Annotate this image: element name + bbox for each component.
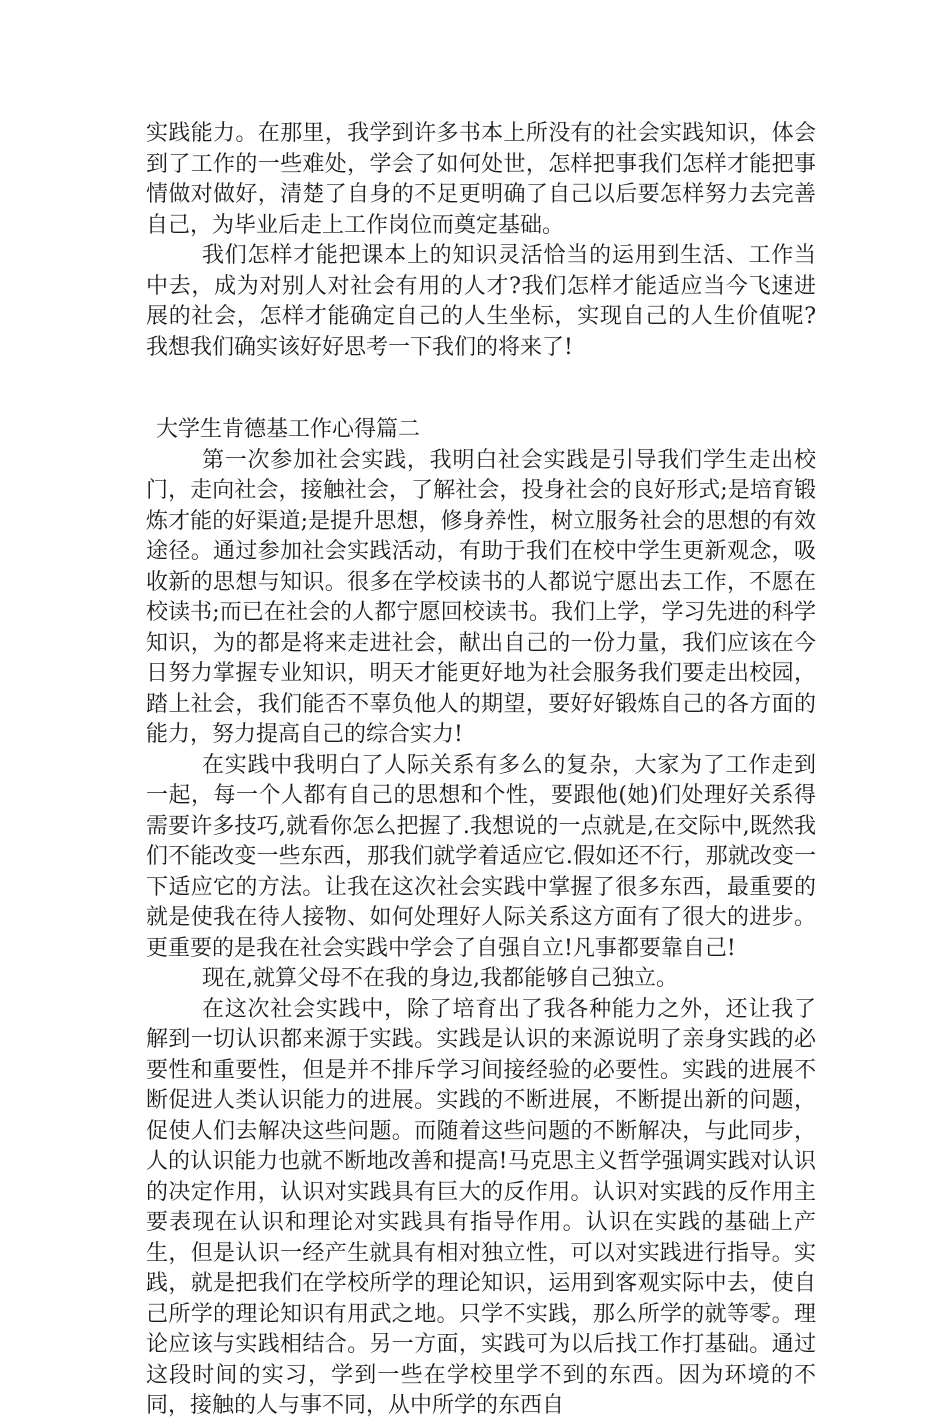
paragraph-2: 我们怎样才能把课本上的知识灵活恰当的运用到生活、工作当中去，成为对别人对社会有用的人才?我们怎样才能适应当今飞速进展的社会，怎样才能确定自己的人生坐标，实现自己的人生价值呢?我想我们确实该好好思考一下我们的将来了! xyxy=(146,243,816,360)
paragraph-3: 第一次参加社会实践，我明白社会实践是引导我们学生走出校门，走向社会，接触社会，了解社会，投身社会的良好形式;是培育锻炼才能的好渠道;是提升思想，修身养性，树立服务社会的思想的有效途径。通过参加社会实践活动，有助于我们在校中学生更新观念，吸收新的思想与知识。很多在学校读书的人都说宁愿出去工作，不愿在校读书;而已在社会的人都宁愿回校读书。我们上学，学习先进的科学知识，为的都是将来走进社会，献出自己的一份力量，我们应该在今日努力掌握专业知识，明天才能更好地为社会服务我们要走出校园，踏上社会，我们能否不辜负他人的期望，要好好锻炼自己的各方面的能力，努力提高自己的综合实力! xyxy=(146,447,816,747)
document-page xyxy=(146,119,816,1422)
section-title: 大学生肯德基工作心得篇二 xyxy=(156,417,421,442)
paragraph-6: 在这次社会实践中，除了培育出了我各种能力之外，还让我了解到一切认识都来源于实践。实践是认识的来源说明了亲身实践的必要性和重要性，但是并不排斥学习间接经验的必要性。实践的进展不断促进人类认识能力的进展。实践的不断进展，不断提出新的问题，促使人们去解决这些问题。而随着这些问题的不断解决，与此同步，人的认识能力也就不断地改善和提高!马克思主义哲学强调实践对认识的决定作用，认识对实践具有巨大的反作用。认识对实践的反作用主要表现在认识和理论对实践具有指导作用。认识在实践的基础上产生，但是认识一经产生就具有相对独立性，可以对实践进行指导。实践，就是把我们在学校所学的理论知识，运用到客观实际中去，使自己所学的理论知识有用武之地。只学不实践，那么所学的就等零。理论应该与实践相结合。另一方面，实践可为以后找工作打基础。通过这段时间的实习，学到一些在学校里学不到的东西。因为环境的不同，接触的人与事不同，从中所学的东西自 xyxy=(146,996,816,1418)
paragraph-1: 实践能力。在那里，我学到许多书本上所没有的社会实践知识，体会到了工作的一些难处，学会了如何处世，怎样把事我们怎样才能把事情做对做好，清楚了自身的不足更明确了自己以后要怎样努力去完善自己，为毕业后走上工作岗位而奠定基础。 xyxy=(146,121,816,238)
paragraph-4: 在实践中我明白了人际关系有多么的复杂，大家为了工作走到一起，每一个人都有自己的思想和个性，要跟他(她)们处理好关系得需要许多技巧,就看你怎么把握了.我想说的一点就是,在交际中,既然我们不能改变一些东西，那我们就学着适应它.假如还不行，那就改变一下适应它的方法。让我在这次社会实践中掌握了很多东西，最重要的就是使我在待人接物、如何处理好人际关系这方面有了很大的进步。更重要的是我在社会实践中学会了自强自立!凡事都要靠自己! xyxy=(146,752,816,961)
section-spacer xyxy=(146,363,816,415)
paragraph-5: 现在,就算父母不在我的身边,我都能够自己独立。 xyxy=(202,966,678,991)
